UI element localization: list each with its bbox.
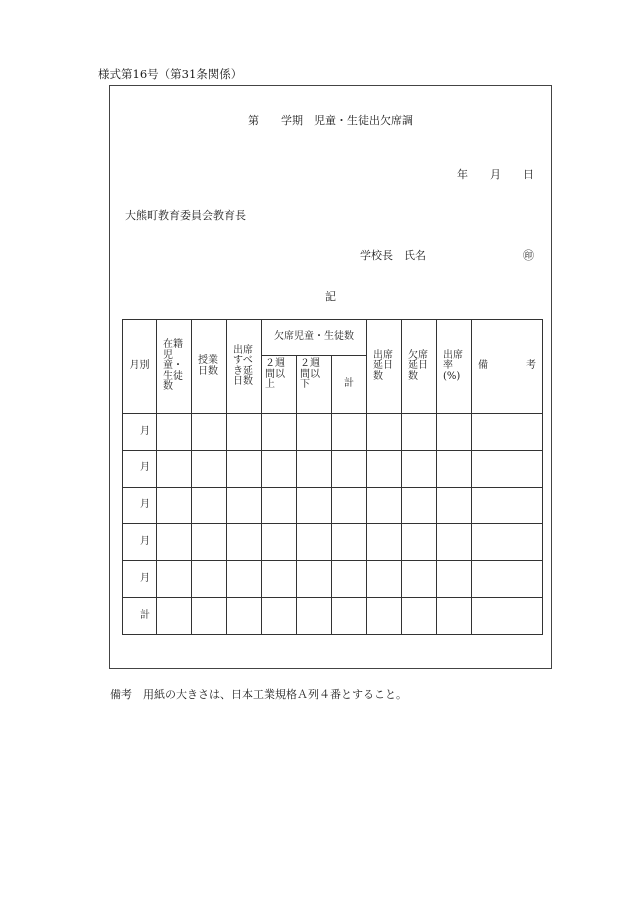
header-absent-group: 欠席児童・生徒数 xyxy=(262,320,367,356)
header-class-days: 授業日数 xyxy=(192,320,227,414)
row-label: 月 xyxy=(123,524,157,561)
row-label: 月 xyxy=(123,450,157,487)
table-row-total xyxy=(123,598,543,635)
header-remarks: 備 考 xyxy=(472,320,543,414)
form-title: 第 学期 児童・生徒出欠席調 xyxy=(248,114,413,127)
header-enrolled: 在籍児童・生徒数 xyxy=(157,320,192,414)
row-label: 月 xyxy=(123,414,157,451)
ki-label: 記 xyxy=(325,290,336,303)
table-row xyxy=(123,524,543,561)
form-frame xyxy=(109,85,552,669)
header-absent-2w-under: ２週間以下 xyxy=(297,356,332,414)
header-absent-2w-over: ２週間以上 xyxy=(262,356,297,414)
form-number: 様式第16号（第31条関係） xyxy=(98,67,243,81)
seal-mark: ㊞ xyxy=(523,249,534,262)
table-row xyxy=(123,487,543,524)
table-row xyxy=(123,561,543,598)
header-attendance-due: 出席すべき延日数 xyxy=(227,320,262,414)
row-label: 月 xyxy=(123,487,157,524)
header-attended-days: 出席延日数 xyxy=(367,320,402,414)
header-absent-total: 計 xyxy=(332,356,367,414)
header-attendance-rate: 出席率(%) xyxy=(437,320,472,414)
row-label-total: 計 xyxy=(123,598,157,635)
header-absent-days: 欠席延日数 xyxy=(402,320,437,414)
row-label: 月 xyxy=(123,561,157,598)
table-row xyxy=(123,450,543,487)
header-month: 月別 xyxy=(123,320,157,414)
addressee: 大熊町教育委員会教育長 xyxy=(125,209,246,222)
attendance-table xyxy=(122,319,543,635)
form-note: 備考 用紙の大きさは、日本工業規格Ａ列４番とすること。 xyxy=(110,688,407,701)
principal-name-label: 学校長 氏名 xyxy=(360,249,426,262)
table-row xyxy=(123,414,543,451)
date-line: 年 月 日 xyxy=(457,168,534,181)
